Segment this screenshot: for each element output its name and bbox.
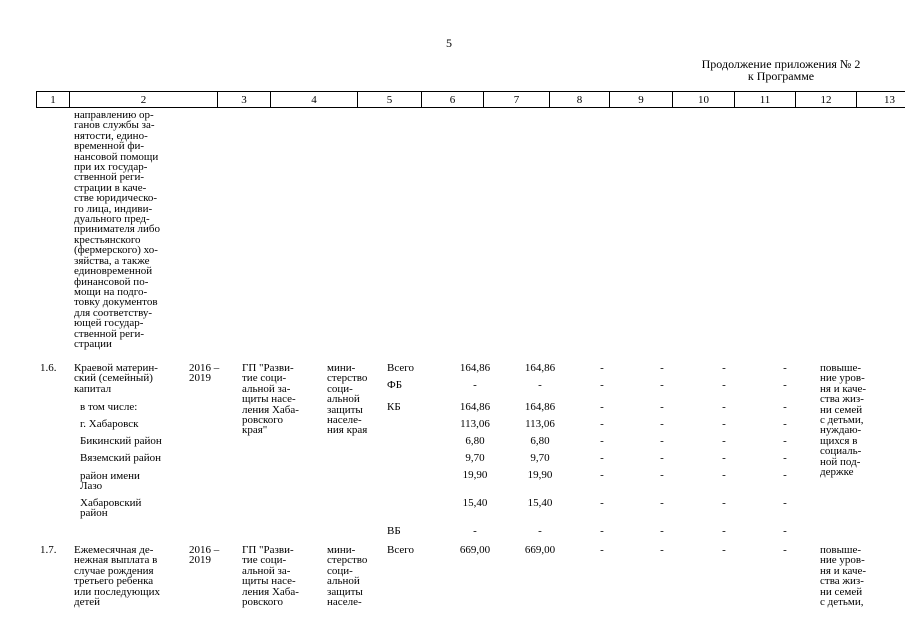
value-col10: -: [660, 379, 664, 391]
col-header-8: 8: [550, 92, 610, 108]
value-col11: -: [722, 379, 726, 391]
value-col11: -: [722, 497, 726, 509]
row-1-7-executor: мини- стерство соци- альной защиты населе-: [327, 544, 368, 609]
value-col8: 164,86: [524, 401, 556, 413]
district-label: Хабаровский район: [80, 497, 142, 520]
value-col11: -: [722, 525, 726, 537]
value-col9: -: [600, 401, 604, 413]
col-header-10: 10: [673, 92, 735, 108]
col-header-13: 13: [857, 92, 905, 108]
value-col7: 669,00: [459, 544, 491, 556]
col-header-7: 7: [484, 92, 550, 108]
value-col10: -: [660, 401, 664, 413]
value-col7: 15,40: [462, 497, 488, 509]
col-header-11: 11: [735, 92, 796, 108]
district-label: Вяземский район: [80, 452, 161, 464]
value-col10: -: [660, 435, 664, 447]
district-label: Бикинский район: [80, 435, 162, 447]
value-col11: -: [722, 452, 726, 464]
table-header: [36, 91, 905, 108]
value-col9: -: [600, 525, 604, 537]
value-col8: 669,00: [524, 544, 556, 556]
value-col12: -: [783, 525, 787, 537]
value-col7: 6,80: [465, 435, 485, 447]
value-col11: -: [722, 418, 726, 430]
value-col9: -: [600, 362, 604, 374]
value-col12: -: [783, 469, 787, 481]
value-col9: -: [600, 544, 604, 556]
value-col8: 6,80: [530, 435, 550, 447]
value-col7: 113,06: [460, 418, 490, 430]
value-col12: -: [783, 435, 787, 447]
value-col7: 9,70: [465, 452, 485, 464]
source-label: ФБ: [387, 379, 403, 391]
value-col9: -: [600, 418, 604, 430]
value-col11: -: [722, 435, 726, 447]
row-1-6-executor: мини- стерство соци- альной защиты населе- ния края: [327, 362, 368, 437]
value-col10: -: [660, 544, 664, 556]
row-1-7-years: 2016 – 2019: [189, 544, 220, 567]
col-header-1: 1: [37, 92, 70, 108]
row-continuation-description: направлению ор- ганов службы за- нятости, едино- временной фи- нансовой помощи при их государ- ственной реги- страции в каче- стве юридическо- го лица, индиви- дуального пред- принимателя либо крестьянского (фермерского) хо- зяйства, а также единовременной финансовой по- мощи на подго- товку документов для соответству- ющей государ- ственной реги- страции: [74, 109, 160, 350]
value-col10: -: [660, 497, 664, 509]
value-col8: 19,90: [527, 469, 553, 481]
row-1-7-number: 1.7.: [40, 544, 57, 556]
district-label: г. Хабаровск: [80, 418, 139, 430]
value-col10: -: [660, 525, 664, 537]
value-col8: 113,06: [525, 418, 555, 430]
value-col8: -: [538, 379, 542, 391]
value-col7: -: [473, 525, 477, 537]
col-header-2: 2: [70, 92, 218, 108]
value-col12: -: [783, 379, 787, 391]
col-header-12: 12: [796, 92, 857, 108]
row-1-6-result: повыше- ние уров- ня и каче- ства жиз- ни семей с детьми, нуждаю- щихся в социаль- ной под- держке: [820, 362, 867, 479]
value-col9: -: [600, 497, 604, 509]
value-col12: -: [783, 544, 787, 556]
value-col11: -: [722, 401, 726, 413]
value-col11: -: [722, 469, 726, 481]
value-col7: 164,86: [459, 401, 491, 413]
value-col11: -: [722, 544, 726, 556]
page-number: 5: [446, 36, 452, 50]
value-col7: 19,90: [462, 469, 488, 481]
value-col10: -: [660, 418, 664, 430]
source-label: КБ: [387, 401, 401, 413]
value-col12: -: [783, 418, 787, 430]
value-col12: -: [783, 362, 787, 374]
value-col9: -: [600, 469, 604, 481]
sub-heading: в том числе:: [80, 401, 138, 413]
row-1-6-number: 1.6.: [40, 362, 57, 374]
value-col9: -: [600, 379, 604, 391]
row-1-6-program: ГП "Разви- тие соци- альной за- щиты насе- ления Хаба- ровского края": [242, 362, 299, 437]
value-col12: -: [783, 452, 787, 464]
col-header-9: 9: [610, 92, 673, 108]
value-col9: -: [600, 435, 604, 447]
row-1-7-program: ГП "Разви- тие соци- альной за- щиты насе- ления Хаба- ровского: [242, 544, 299, 609]
value-col8: -: [538, 525, 542, 537]
row-1-7-title: Ежемесячная де- нежная выплата в случае рождения третьего ребенка или последующих детей: [74, 544, 160, 609]
row-1-6-years: 2016 – 2019: [189, 362, 220, 385]
value-col10: -: [660, 469, 664, 481]
col-header-3: 3: [218, 92, 271, 108]
col-header-5: 5: [358, 92, 422, 108]
value-col10: -: [660, 452, 664, 464]
source-label: Всего: [387, 362, 414, 374]
value-col8: 164,86: [524, 362, 556, 374]
continuation-note: Продолжение приложения № 2 к Программе: [701, 57, 861, 83]
col-header-6: 6: [422, 92, 484, 108]
source-label: ВБ: [387, 525, 401, 537]
value-col7: 164,86: [459, 362, 491, 374]
value-col12: -: [783, 401, 787, 413]
value-col8: 9,70: [530, 452, 550, 464]
value-col11: -: [722, 362, 726, 374]
value-col12: -: [783, 497, 787, 509]
value-col8: 15,40: [527, 497, 553, 509]
col-header-4: 4: [271, 92, 358, 108]
source-label: Всего: [387, 544, 414, 556]
value-col7: -: [473, 379, 477, 391]
district-label: район имени Лазо: [80, 470, 140, 493]
row-1-6-title: Краевой материн- ский (семейный) капитал: [74, 362, 158, 395]
value-col10: -: [660, 362, 664, 374]
row-1-7-result: повыше- ние уров- ня и каче- ства жиз- ни семей с детьми,: [820, 544, 867, 609]
value-col9: -: [600, 452, 604, 464]
